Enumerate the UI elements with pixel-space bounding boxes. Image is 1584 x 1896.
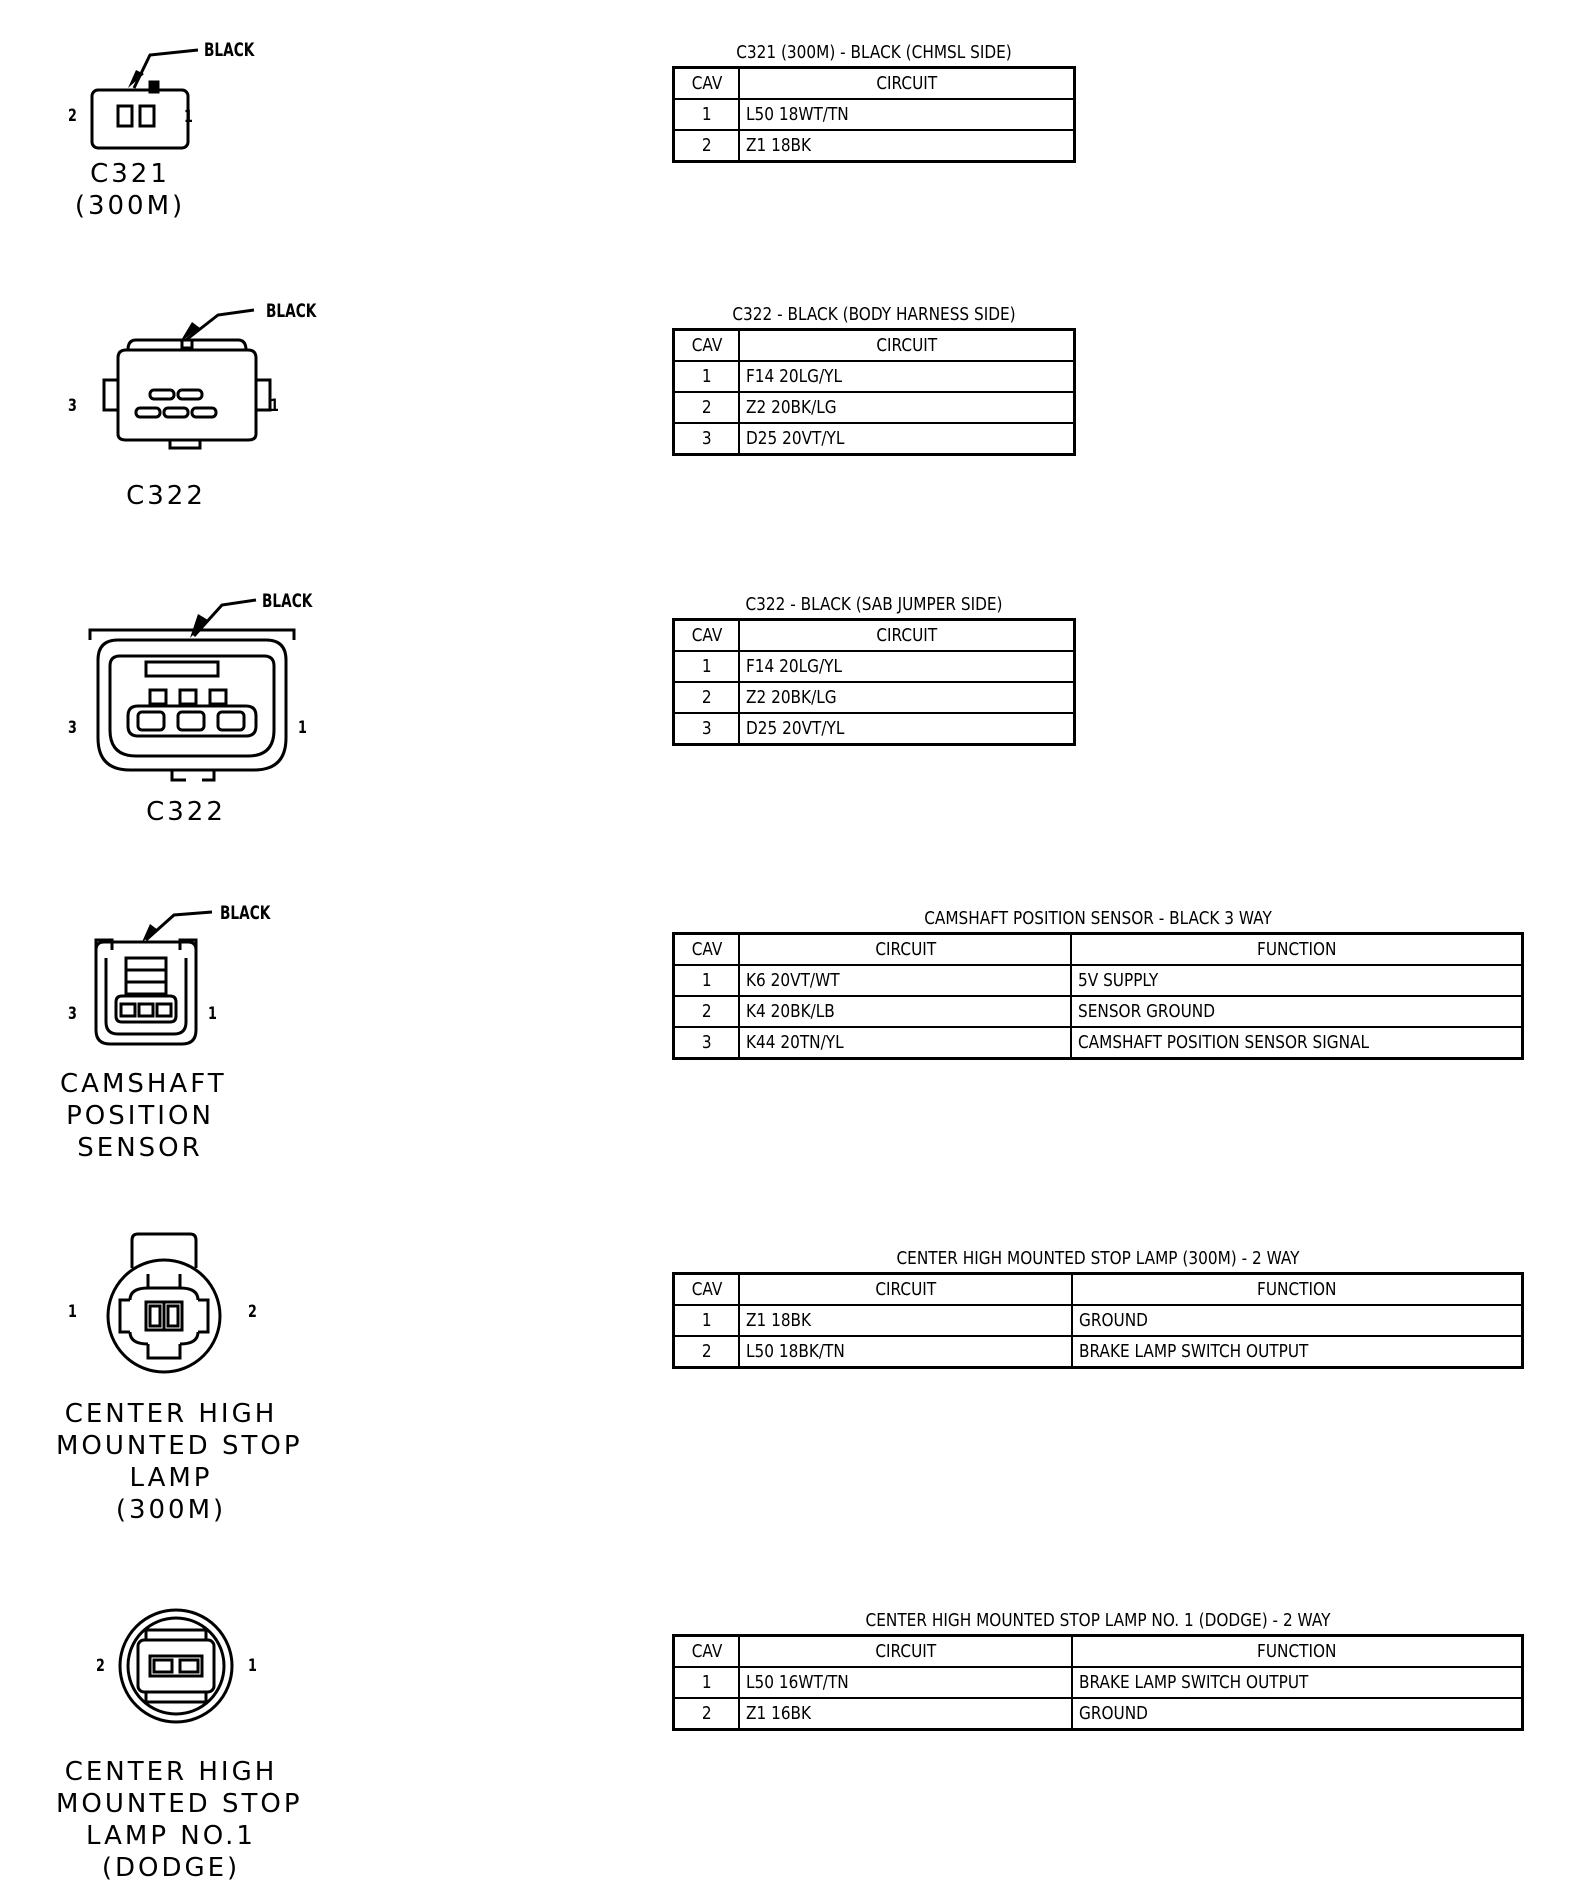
- connector-name: C322: [146, 797, 226, 827]
- table-section-c322-sab: [672, 592, 1076, 746]
- table-title: C322 - BLACK (BODY HARNESS SIDE): [732, 304, 1016, 325]
- table-row: [674, 1305, 1523, 1336]
- pin-number-right: 2: [248, 1302, 257, 1322]
- table-row: [674, 682, 1075, 713]
- pin-number-left: 1: [68, 1302, 77, 1322]
- connector-name: CENTER HIGH MOUNTED STOP LAMP (300M): [56, 1399, 303, 1525]
- table-row: [674, 361, 1075, 392]
- pin-number-left: 3: [68, 718, 77, 738]
- connector-name: C322: [126, 481, 206, 511]
- cell-circuit: D25 20VT/YL: [739, 713, 1074, 745]
- pinout-table: [672, 66, 1076, 163]
- table-row: [674, 713, 1075, 745]
- connector-name: CENTER HIGH MOUNTED STOP LAMP NO.1 (DODGE): [56, 1757, 303, 1883]
- color-label: BLACK: [266, 300, 317, 322]
- pin-number-right: 1: [270, 396, 279, 416]
- cell-circuit: K6 20VT/WT: [739, 965, 1071, 996]
- cell-cav: 3: [674, 713, 740, 745]
- header-cav: CAV: [674, 1274, 740, 1306]
- pinout-table: [672, 1272, 1524, 1369]
- cell-circuit: K44 20TN/YL: [739, 1027, 1071, 1059]
- cell-function: CAMSHAFT POSITION SENSOR SIGNAL: [1071, 1027, 1522, 1059]
- table-row: [674, 651, 1075, 682]
- connector-chmsl-dodge: [0, 0, 560, 1896]
- table-row: [674, 423, 1075, 455]
- header-cav: CAV: [674, 620, 740, 652]
- table-header-row: [674, 1274, 1523, 1306]
- connector-name: C321 (300M): [74, 159, 186, 221]
- cell-circuit: K4 20BK/LB: [739, 996, 1071, 1027]
- table-row: [674, 130, 1075, 162]
- cell-circuit: L50 16WT/TN: [739, 1667, 1071, 1698]
- pin-number-left: 3: [68, 1004, 77, 1024]
- pin-number-right: 1: [184, 107, 193, 127]
- table-row: [674, 392, 1075, 423]
- header-function: FUNCTION: [1071, 934, 1522, 966]
- pinout-table: [672, 932, 1524, 1060]
- cell-function: SENSOR GROUND: [1071, 996, 1522, 1027]
- table-row: [674, 1336, 1523, 1368]
- cell-cav: 2: [674, 682, 740, 713]
- cell-circuit: F14 20LG/YL: [739, 651, 1074, 682]
- cell-circuit: L50 18WT/TN: [739, 99, 1074, 130]
- connector-chmsl-dodge-drawing: [0, 0, 560, 1896]
- header-function: FUNCTION: [1072, 1274, 1523, 1306]
- cell-function: GROUND: [1072, 1698, 1523, 1730]
- header-function: FUNCTION: [1072, 1636, 1523, 1668]
- pinout-table: [672, 1634, 1524, 1731]
- table-header-row: [674, 330, 1075, 362]
- color-label: BLACK: [204, 39, 255, 61]
- table-title: CENTER HIGH MOUNTED STOP LAMP NO. 1 (DODGE) - 2 WAY: [865, 1610, 1331, 1631]
- table-row: [674, 1667, 1523, 1698]
- cell-cav: 2: [674, 996, 740, 1027]
- header-circuit: CIRCUIT: [739, 934, 1071, 966]
- table-row: [674, 99, 1075, 130]
- cell-cav: 3: [674, 1027, 740, 1059]
- cell-cav: 2: [674, 130, 740, 162]
- color-label: BLACK: [262, 590, 313, 612]
- table-row: [674, 1027, 1523, 1059]
- cell-cav: 1: [674, 965, 740, 996]
- cell-function: BRAKE LAMP SWITCH OUTPUT: [1072, 1667, 1523, 1698]
- table-section-chmsl-dodge: [672, 1608, 1524, 1731]
- cell-circuit: Z1 18BK: [739, 1305, 1071, 1336]
- header-cav: CAV: [674, 934, 740, 966]
- table-title: CAMSHAFT POSITION SENSOR - BLACK 3 WAY: [924, 908, 1272, 929]
- cell-circuit: F14 20LG/YL: [739, 361, 1074, 392]
- header-circuit: CIRCUIT: [739, 330, 1074, 362]
- cell-cav: 2: [674, 392, 740, 423]
- cell-function: 5V SUPPLY: [1071, 965, 1522, 996]
- cell-circuit: Z1 16BK: [739, 1698, 1071, 1730]
- table-row: [674, 965, 1523, 996]
- table-section-chmsl-300m: [672, 1246, 1524, 1369]
- cell-cav: 1: [674, 651, 740, 682]
- cell-function: BRAKE LAMP SWITCH OUTPUT: [1072, 1336, 1523, 1368]
- pinout-table: [672, 328, 1076, 456]
- header-circuit: CIRCUIT: [739, 1636, 1071, 1668]
- table-section-c321: [672, 40, 1076, 163]
- header-circuit: CIRCUIT: [739, 1274, 1071, 1306]
- pin-number-left: 3: [68, 396, 77, 416]
- table-title: C322 - BLACK (SAB JUMPER SIDE): [745, 594, 1003, 615]
- connector-name: CAMSHAFT POSITION SENSOR: [60, 1069, 227, 1163]
- cell-circuit: Z2 20BK/LG: [739, 392, 1074, 423]
- header-cav: CAV: [674, 330, 740, 362]
- table-header-row: [674, 68, 1075, 100]
- pin-number-left: 2: [68, 106, 77, 126]
- table-row: [674, 996, 1523, 1027]
- pin-number-left: 2: [96, 1656, 105, 1676]
- pin-number-right: 1: [248, 1656, 257, 1676]
- table-title: C321 (300M) - BLACK (CHMSL SIDE): [736, 42, 1012, 63]
- cell-circuit: L50 18BK/TN: [739, 1336, 1071, 1368]
- pinout-table: [672, 618, 1076, 746]
- cell-cav: 3: [674, 423, 740, 455]
- table-header-row: [674, 1636, 1523, 1668]
- header-cav: CAV: [674, 68, 740, 100]
- pin-number-right: 1: [208, 1004, 217, 1024]
- table-header-row: [674, 620, 1075, 652]
- table-section-camshaft: [672, 906, 1524, 1060]
- cell-cav: 1: [674, 1667, 740, 1698]
- cell-cav: 1: [674, 361, 740, 392]
- cell-cav: 1: [674, 99, 740, 130]
- cell-circuit: Z2 20BK/LG: [739, 682, 1074, 713]
- table-section-c322-body: [672, 302, 1076, 456]
- cell-cav: 2: [674, 1336, 740, 1368]
- header-cav: CAV: [674, 1636, 740, 1668]
- cell-cav: 2: [674, 1698, 740, 1730]
- cell-cav: 1: [674, 1305, 740, 1336]
- header-circuit: CIRCUIT: [739, 620, 1074, 652]
- cell-function: GROUND: [1072, 1305, 1523, 1336]
- cell-circuit: D25 20VT/YL: [739, 423, 1074, 455]
- table-row: [674, 1698, 1523, 1730]
- cell-circuit: Z1 18BK: [739, 130, 1074, 162]
- header-circuit: CIRCUIT: [739, 68, 1074, 100]
- pin-number-right: 1: [298, 718, 307, 738]
- table-header-row: [674, 934, 1523, 966]
- color-label: BLACK: [220, 902, 271, 924]
- table-title: CENTER HIGH MOUNTED STOP LAMP (300M) - 2 WAY: [896, 1248, 1300, 1269]
